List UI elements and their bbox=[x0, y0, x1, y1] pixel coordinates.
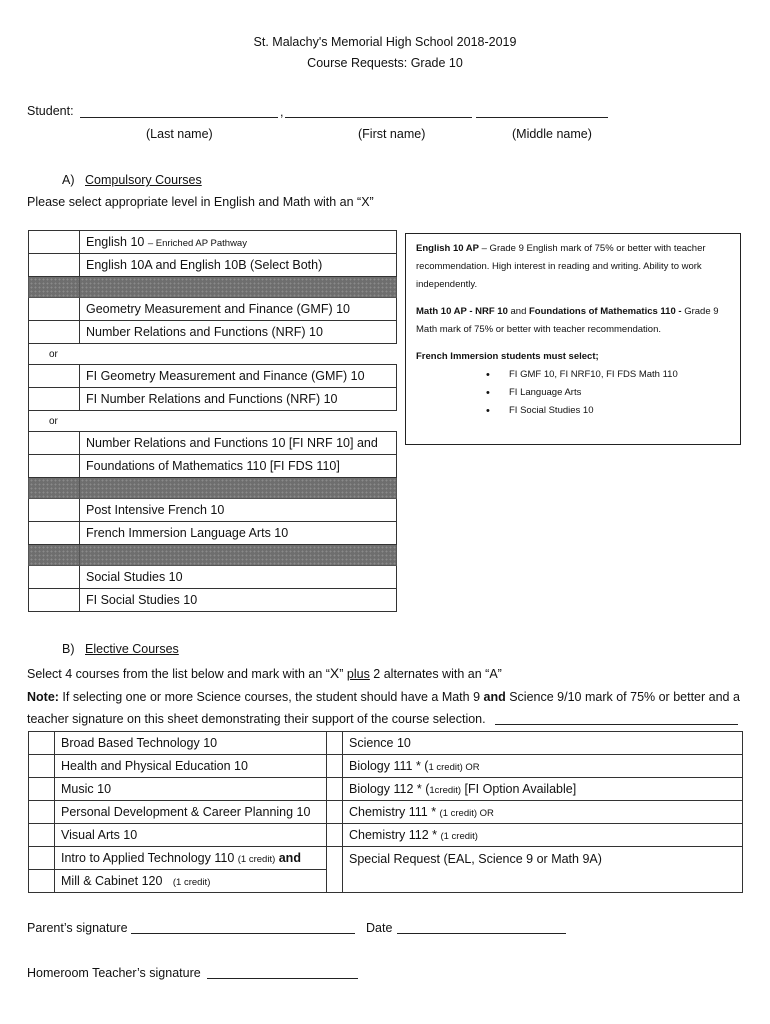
instr-x: X bbox=[329, 665, 340, 681]
prerequisites-info-box bbox=[405, 233, 741, 445]
table-row bbox=[29, 231, 397, 254]
table-row bbox=[29, 298, 397, 321]
note-text: Science 9/10 mark of 75% or better and a bbox=[505, 690, 740, 704]
course-cell: Visual Arts 10 bbox=[55, 824, 327, 847]
course-cell: FI Social Studies 10 bbox=[80, 589, 397, 612]
info-math bbox=[416, 303, 730, 339]
separator-cell bbox=[29, 277, 80, 298]
info-english-label: English 10 AP bbox=[416, 243, 479, 254]
course-name: Intro to Applied Technology 110 bbox=[61, 851, 235, 865]
checkbox-health-pe[interactable] bbox=[29, 755, 55, 778]
table-row bbox=[29, 388, 397, 411]
separator-cell bbox=[80, 545, 397, 566]
course-note: 1credit) bbox=[429, 785, 462, 796]
table-row bbox=[29, 778, 743, 801]
checkbox-fi-nrf-10[interactable] bbox=[29, 388, 80, 411]
instr-plus: plus bbox=[346, 667, 370, 681]
or-spacer bbox=[80, 411, 397, 432]
parent-signature-line[interactable] bbox=[131, 933, 355, 934]
or-label: or bbox=[29, 344, 80, 365]
checkbox-chemistry-111[interactable] bbox=[327, 801, 343, 824]
course-note: (1 credit) OR bbox=[439, 808, 494, 819]
section-b-instruction bbox=[27, 665, 502, 681]
course-cell bbox=[55, 847, 327, 870]
homeroom-signature-line[interactable] bbox=[207, 978, 358, 979]
course-cell: Number Relations and Functions 10 [FI NRF 10] and bbox=[80, 432, 397, 455]
list-item: • FI Social Studies 10 bbox=[486, 402, 730, 420]
table-row bbox=[29, 499, 397, 522]
checkbox-special-request[interactable] bbox=[327, 847, 343, 893]
last-name-caption: (Last name) bbox=[146, 127, 213, 141]
or-spacer bbox=[80, 344, 397, 365]
course-name: Chemistry 111 * bbox=[349, 805, 440, 819]
course-cell: FI Geometry Measurement and Finance (GMF) 10 bbox=[80, 365, 397, 388]
checkbox-biology-112[interactable] bbox=[327, 778, 343, 801]
course-option: [FI Option Available] bbox=[461, 782, 577, 796]
section-b-title: Elective Courses bbox=[85, 642, 179, 656]
course-note: 1 credit) OR bbox=[428, 762, 480, 773]
separator-cell bbox=[80, 478, 397, 499]
separator-row bbox=[29, 478, 397, 499]
checkbox-nrf-fds[interactable] bbox=[29, 432, 80, 455]
table-row bbox=[29, 254, 397, 277]
checkbox-visual-arts[interactable] bbox=[29, 824, 55, 847]
checkbox-nrf-10[interactable] bbox=[29, 321, 80, 344]
name-comma: , bbox=[280, 105, 284, 119]
table-row bbox=[29, 732, 743, 755]
checkbox-chemistry-112[interactable] bbox=[327, 824, 343, 847]
note-text: If selecting one or more Science courses, the student should have a Math 9 bbox=[58, 690, 484, 704]
course-name: English 10 bbox=[86, 235, 145, 249]
checkbox-fds-110[interactable] bbox=[29, 455, 80, 478]
course-name: Mill & Cabinet 120 bbox=[61, 874, 163, 888]
checkbox-broad-based-tech[interactable] bbox=[29, 732, 55, 755]
middle-name-field[interactable] bbox=[476, 117, 608, 118]
table-row bbox=[29, 801, 743, 824]
date-line[interactable] bbox=[397, 933, 566, 934]
checkbox-biology-111[interactable] bbox=[327, 755, 343, 778]
section-b-letter: B) bbox=[62, 642, 75, 656]
last-name-field[interactable] bbox=[80, 117, 278, 118]
course-cell: Health and Physical Education 10 bbox=[55, 755, 327, 778]
parent-signature-label: Parent’s signature bbox=[27, 921, 128, 935]
checkbox-post-intensive-french[interactable] bbox=[29, 499, 80, 522]
separator-cell bbox=[29, 545, 80, 566]
instr-part: 2 alternates with an “A” bbox=[369, 667, 502, 681]
course-cell: French Immersion Language Arts 10 bbox=[80, 522, 397, 545]
info-math-label-2: Foundations of Mathematics 110 - bbox=[529, 306, 682, 317]
course-note: (1 credit) bbox=[172, 877, 211, 888]
table-row bbox=[29, 455, 397, 478]
course-cell: Special Request (EAL, Science 9 or Math 9A) bbox=[343, 847, 743, 893]
course-cell: Post Intensive French 10 bbox=[80, 499, 397, 522]
section-a-title: Compulsory Courses bbox=[85, 173, 202, 187]
table-row bbox=[29, 755, 743, 778]
or-row bbox=[29, 411, 397, 432]
separator-cell bbox=[80, 277, 397, 298]
checkbox-intro-applied-tech[interactable] bbox=[29, 847, 55, 870]
checkbox-music-10[interactable] bbox=[29, 778, 55, 801]
course-name: Biology 112 * ( bbox=[349, 782, 430, 796]
course-cell: English 10A and English 10B (Select Both) bbox=[80, 254, 397, 277]
fi-bullet-list bbox=[486, 366, 730, 420]
school-title: St. Malachy's Memorial High School 2018-2019 bbox=[253, 35, 517, 49]
table-row bbox=[29, 847, 743, 870]
course-and: and bbox=[278, 851, 301, 865]
science-note bbox=[27, 690, 740, 704]
page-subtitle: Course Requests: Grade 10 bbox=[307, 56, 463, 70]
info-math-text: Grade 9 Math mark of 75% or better with teacher recommendation. bbox=[416, 306, 719, 335]
checkbox-fi-gmf-10[interactable] bbox=[29, 365, 80, 388]
table-row bbox=[29, 432, 397, 455]
note-label: Note: bbox=[27, 690, 59, 704]
table-row bbox=[29, 321, 397, 344]
checkbox-science-10[interactable] bbox=[327, 732, 343, 755]
separator-row bbox=[29, 545, 397, 566]
checkbox-english-10-ap[interactable] bbox=[29, 231, 80, 254]
course-note: (1 credit) bbox=[237, 854, 276, 865]
course-cell: Music 10 bbox=[55, 778, 327, 801]
middle-name-caption: (Middle name) bbox=[512, 127, 592, 141]
checkbox-fi-social-studies-10[interactable] bbox=[29, 589, 80, 612]
list-item: • FI Language Arts bbox=[486, 384, 730, 402]
elective-table bbox=[28, 731, 743, 893]
course-cell: Foundations of Mathematics 110 [FI FDS 110] bbox=[80, 455, 397, 478]
course-cell bbox=[343, 755, 743, 778]
homeroom-signature-label: Homeroom Teacher’s signature bbox=[27, 966, 201, 980]
checkbox-social-studies-10[interactable] bbox=[29, 566, 80, 589]
table-row bbox=[29, 566, 397, 589]
checkbox-personal-dev[interactable] bbox=[29, 801, 55, 824]
course-cell bbox=[343, 801, 743, 824]
course-cell: Number Relations and Functions (NRF) 10 bbox=[80, 321, 397, 344]
course-cell bbox=[55, 870, 327, 893]
date-label: Date bbox=[366, 921, 393, 935]
table-row bbox=[29, 522, 397, 545]
instr-part: ” bbox=[339, 667, 347, 681]
info-math-label: Math 10 AP - NRF 10 bbox=[416, 306, 508, 317]
course-cell bbox=[343, 778, 743, 801]
course-cell: Geometry Measurement and Finance (GMF) 10 bbox=[80, 298, 397, 321]
section-a-instruction: Please select appropriate level in English and Math with an “X” bbox=[27, 195, 374, 209]
course-cell: Social Studies 10 bbox=[80, 566, 397, 589]
note-and: and bbox=[483, 690, 506, 704]
checkbox-fi-language-arts[interactable] bbox=[29, 522, 80, 545]
checkbox-english-10ab[interactable] bbox=[29, 254, 80, 277]
separator-cell bbox=[29, 478, 80, 499]
or-row bbox=[29, 344, 397, 365]
list-item: • FI GMF 10, FI NRF10, FI FDS Math 110 bbox=[486, 366, 730, 384]
section-a-letter: A) bbox=[62, 173, 75, 187]
separator-row bbox=[29, 277, 397, 298]
course-note: (1 credit) bbox=[440, 831, 478, 842]
course-cell bbox=[343, 824, 743, 847]
compulsory-table bbox=[28, 230, 397, 612]
course-note: – Enriched AP Pathway bbox=[147, 238, 247, 249]
science-note-line2: teacher signature on this sheet demonstrating their support of the course selection. bbox=[27, 712, 486, 726]
course-cell: Personal Development & Career Planning 10 bbox=[55, 801, 327, 824]
or-label: or bbox=[29, 411, 80, 432]
course-name: Biology 111 * ( bbox=[349, 759, 429, 773]
checkbox-gmf-10[interactable] bbox=[29, 298, 80, 321]
course-cell: Broad Based Technology 10 bbox=[55, 732, 327, 755]
info-english-text: – Grade 9 English mark of 75% or better with teacher recommendation. High interest in reading and writing. Ability to work independently. bbox=[416, 243, 706, 290]
info-math-and: and bbox=[507, 306, 529, 317]
checkbox-mill-cabinet[interactable] bbox=[29, 870, 55, 893]
teacher-signature-line[interactable] bbox=[495, 724, 738, 725]
course-cell: FI Number Relations and Functions (NRF) 10 bbox=[80, 388, 397, 411]
course-cell bbox=[80, 231, 397, 254]
course-cell: Science 10 bbox=[343, 732, 743, 755]
info-english bbox=[416, 240, 730, 294]
instr-part: Select 4 courses from the list below and mark with an “ bbox=[27, 667, 330, 681]
table-row bbox=[29, 589, 397, 612]
first-name-caption: (First name) bbox=[358, 127, 426, 141]
course-name: Chemistry 112 * bbox=[349, 828, 441, 842]
table-row bbox=[29, 365, 397, 388]
first-name-field[interactable] bbox=[285, 117, 472, 118]
table-row bbox=[29, 824, 743, 847]
info-fi-heading: French Immersion students must select; bbox=[416, 351, 599, 362]
student-label: Student: bbox=[27, 104, 74, 118]
